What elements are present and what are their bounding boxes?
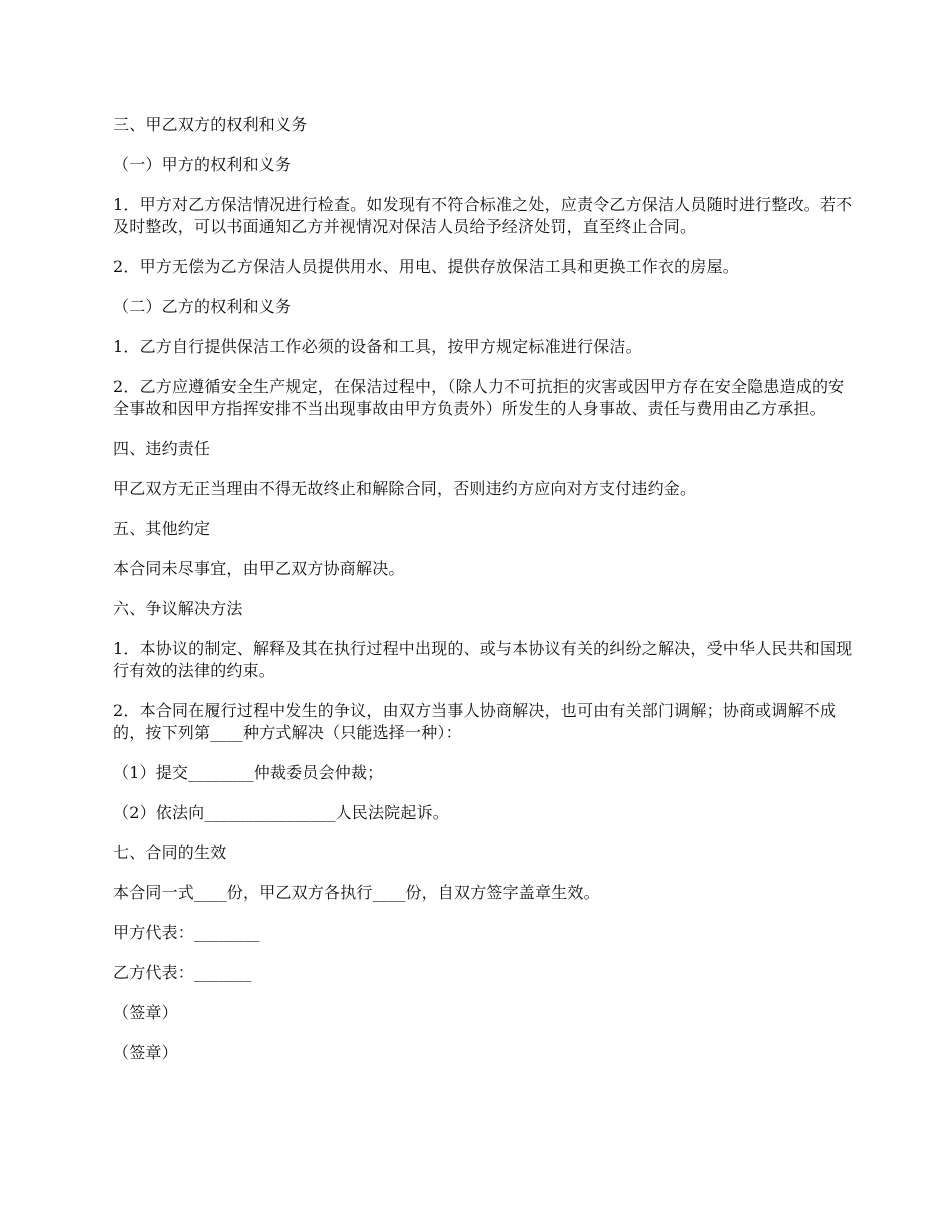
- clause-3-2-2: 2．乙方应遵循安全生产规定，在保洁过程中，（除人力不可抗拒的灾害或因甲方存在安全隐患造成的安全事故和因甲方指挥安排不当出现事故由甲方负责外）所发生的人身事故、责任与费用由乙方承担。: [113, 377, 845, 418]
- clause-7: 本合同一式____份，甲乙双方各执行____份，自双方签字盖章生效。: [113, 883, 600, 902]
- section-3-2-heading: （二）乙方的权利和义务: [113, 297, 292, 316]
- party-b-representative: 乙方代表：_______: [113, 963, 252, 982]
- clause-4: 甲乙双方无正当理由不得无故终止和解除合同，否则违约方应向对方支付违约金。: [113, 479, 697, 498]
- section-3-heading: 三、甲乙双方的权利和义务: [113, 115, 308, 134]
- clause-5: 本合同未尽事宜，由甲乙双方协商解决。: [113, 559, 405, 578]
- party-a-representative: 甲方代表：________: [113, 923, 260, 942]
- clause-6-2-option-2: （2）依法向________________人民法院起诉。: [113, 803, 449, 822]
- section-7-heading: 七、合同的生效: [113, 843, 227, 862]
- document-body: [113, 114, 853, 1082]
- clause-3-2-1: 1．乙方自行提供保洁工作必须的设备和工具，按甲方规定标准进行保洁。: [113, 337, 642, 356]
- seal-line-b: （签章）: [113, 1043, 178, 1062]
- clause-6-2: 2．本合同在履行过程中发生的争议，由双方当事人协商解决，也可由有关部门调解；协商或调解不成的，按下列第____种方式解决（只能选择一种）：: [113, 701, 837, 742]
- seal-line-a: （签章）: [113, 1003, 178, 1022]
- clause-6-2-option-1: （1）提交________仲裁委员会仲裁；: [113, 763, 384, 782]
- section-4-heading: 四、违约责任: [113, 439, 211, 458]
- clause-3-1-1: 1．甲方对乙方保洁情况进行检查。如发现有不符合标准之处，应责令乙方保洁人员随时进行整改。若不及时整改，可以书面通知乙方并视情况对保洁人员给予经济处罚，直至终止合同。: [113, 195, 853, 236]
- clause-6-1: 1．本协议的制定、解释及其在执行过程中出现的、或与本协议有关的纠纷之解决，受中华人民共和国现行有效的法律的约束。: [113, 639, 853, 680]
- clause-3-1-2: 2．甲方无偿为乙方保洁人员提供用水、用电、提供存放保洁工具和更换工作衣的房屋。: [113, 257, 739, 276]
- section-3-1-heading: （一）甲方的权利和义务: [113, 155, 292, 174]
- section-5-heading: 五、其他约定: [113, 519, 211, 538]
- section-6-heading: 六、争议解决方法: [113, 599, 243, 618]
